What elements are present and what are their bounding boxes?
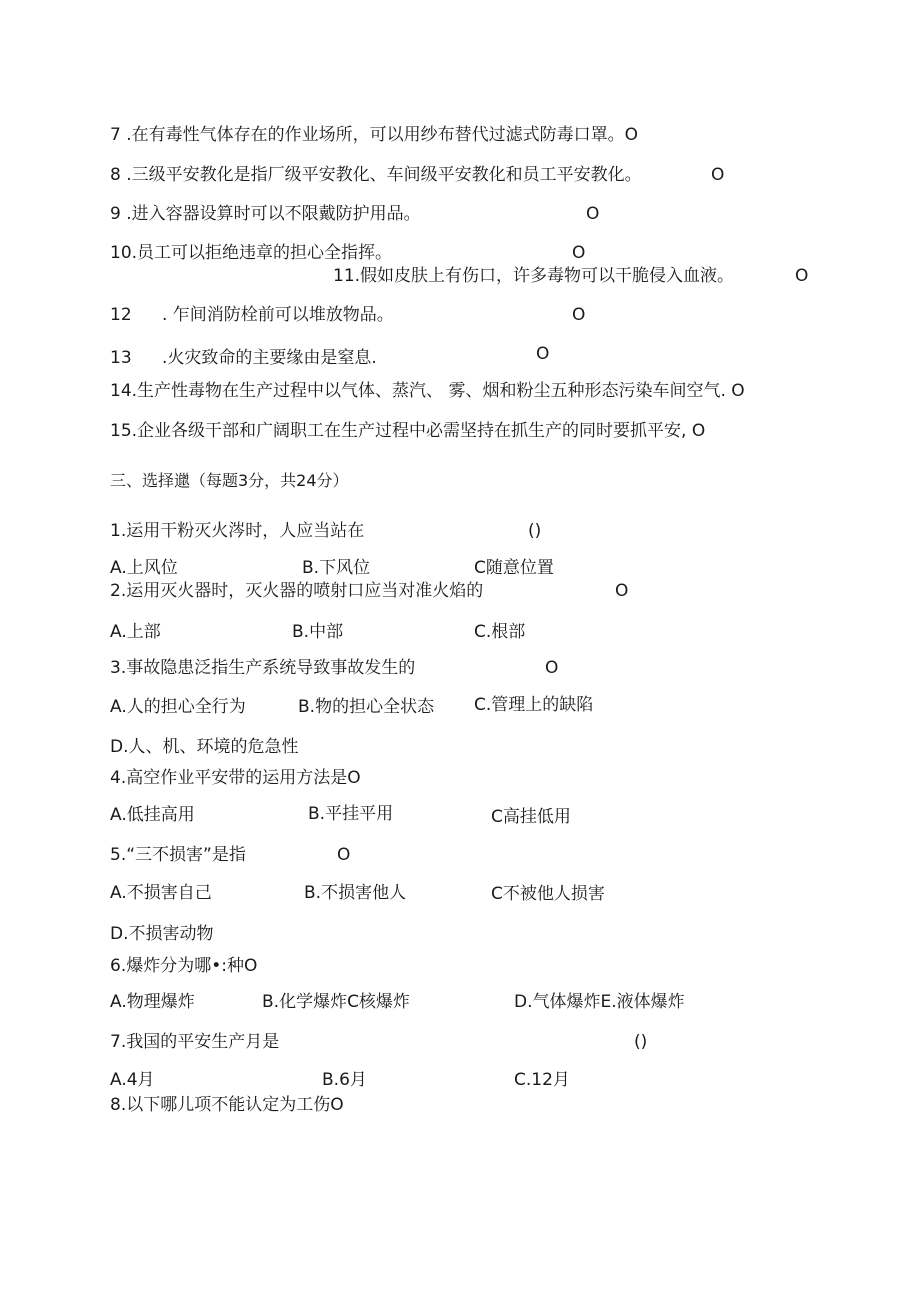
mc-option-a: A.人的担心全行为 [110,697,246,717]
judge-item-12: . 乍间消防栓前可以堆放物品。 [162,305,394,325]
answer-paren: () [528,521,542,541]
judge-item-14: 14.生产性毒物在生产过程中以气体、蒸汽、 雾、烟和粉尘五种形态污染车间空气. O [110,381,745,401]
answer-blank: O [615,581,629,601]
judge-answer-blank: O [536,344,550,364]
mc-option-a: A.4月 [110,1070,155,1090]
mc-option-c: C随意位置 [474,558,554,578]
judge-item-10: 10.员工可以拒绝违章的担心全指挥。 [110,243,393,263]
mc-question-1: 1.运用干粉灭火涔时，人应当站在 [110,521,365,541]
answer-blank: O [337,845,351,865]
judge-item-9: 9 .进入容器设算时可以不限戴防护用品。 [110,204,421,224]
judge-item-13-number: 13 [110,348,132,368]
judge-item-15: 15.企业各级干部和广阔职工在生产过程中必需坚持在抓生产的同时要抓平安, O [110,421,706,441]
judge-answer-blank: O [572,305,586,325]
judge-item-12-number: 12 [110,305,132,325]
section-heading: 三、选择邋（每题3分，共24分） [110,471,349,490]
judge-answer-blank: O [711,165,725,185]
mc-option-d: D.不损害动物 [110,924,214,944]
judge-item-13: .火灾致命的主要缘由是窒息. [162,348,377,368]
mc-option-c: C高挂低用 [491,807,571,827]
mc-option-a: A.上部 [110,622,161,642]
answer-blank: O [545,658,559,678]
mc-option-a: A.低挂高用 [110,805,195,825]
mc-option-c: C.管理上的缺陷 [474,695,594,715]
mc-option-bc: B.化学爆炸C核爆炸 [262,992,410,1012]
mc-option-b: B.中部 [292,622,344,642]
mc-option-c: C.12月 [514,1070,570,1090]
mc-option-d: D.人、机、环境的危急性 [110,737,299,757]
judge-item-7: 7 .在有毒性气体存在的作业场所，可以用纱布替代过滤式防毒口罩。O [110,125,639,145]
mc-option-c: C不被他人损害 [491,884,605,904]
mc-question-2: 2.运用灭火器时，灭火器的喷射口应当对准火焰的 [110,581,484,601]
mc-option-a: A.物理爆炸 [110,992,195,1012]
mc-option-de: D.气体爆炸E.液体爆炸 [514,992,685,1012]
mc-option-a: A.不损害自己 [110,883,212,903]
judge-answer-blank: O [586,204,600,224]
mc-question-5: 5.“三不损害”是指 [110,845,246,865]
mc-question-6: 6.爆炸分为哪•:种O [110,956,258,976]
judge-item-11: 11.假如皮肤上有伤口，许多毒物可以干脆侵入血液。 [333,266,735,286]
mc-option-b: B.不损害他人 [304,883,407,903]
mc-option-b: B.下风位 [302,558,371,578]
mc-question-3: 3.事故隐患泛指生产系统导致事故发生的 [110,658,416,678]
mc-option-c: C.根部 [474,622,526,642]
mc-option-b: B.6月 [322,1070,367,1090]
mc-question-8: 8.以下哪儿项不能认定为工伤O [110,1095,344,1115]
mc-question-7: 7.我国的平安生产月是 [110,1032,280,1052]
judge-item-8: 8 .三级平安教化是指厂级平安教化、车间级平安教化和员工平安教化。 [110,165,642,185]
answer-paren: () [634,1032,648,1052]
mc-option-b: B.物的担心全状态 [298,697,435,717]
mc-option-b: B.平挂平用 [308,804,394,824]
mc-option-a: A.上风位 [110,558,178,578]
judge-answer-blank: O [572,243,586,263]
judge-answer-blank: O [795,266,809,286]
mc-question-4: 4.高空作业平安带的运用方法是O [110,768,361,788]
